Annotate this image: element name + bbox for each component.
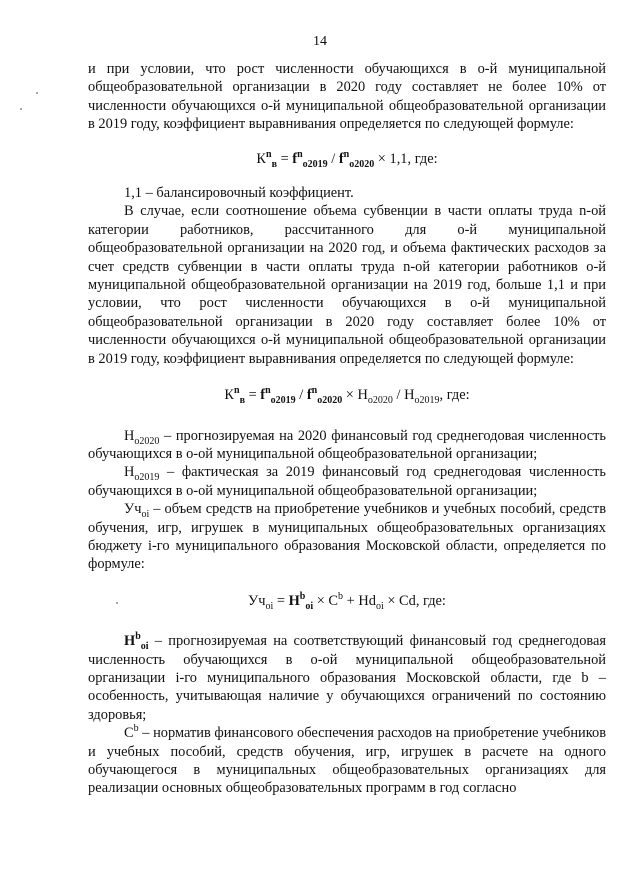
formula-coefficient-2: $К^n_в = f^n_{o2019} / f^n_{o2020} \times Н_{o2020} / Н_{o2019}$, где: [224,385,470,406]
paragraph-condition-2: В случае, если соотношение объема субвенции в части оплаты труда n-ой категории работников, рассчитанного для о-й муниципальной общеобразовательной организации на 2020 год, и объема фактических расходов за счет средств субвенции в части оплаты труда n-ой категории работников о-й муниципальной общеобразовательной организации на 2019 год, больше 1,1 и при условии, что рост численности обучающихся в о-й муниципальной общеобразовательной организации в 2020 году составляет более 10% от численности обучающихся о-й муниципальной общеобразовательной организации в 2019 году, коэффициент выравнивания определяется по следующей формуле: [88,203,606,367]
paragraph-definition-h2019: $Н_{o2019}$ – фактическая за 2019 финансовый год среднегодовая численность обучающихся в о-ой муниципальной общеобразовательной организации; [88,464,606,499]
paragraph-definition-hb: $Н^b_{oi}$ – прогнозируемая на соответствующий финансовый год среднегодовая численность обучающихся в о-ой муниципальной общеобразовательной организации i-го муниципального образования Московской области, где b – особенность, учитывающая наличие у обучающихся ограничений по состоянию здоровья; [88,631,606,723]
formula-coefficient-1: $К^n_в = f^n_{o2019} / f^n_{o2020} \times 1,1$, где: [256,148,438,170]
paragraph-definition-h2020: $Н_{o2020}$ – прогнозируемая на 2020 финансовый год среднегодовая численность обучающихся в о-ой муниципальной общеобразовательной организации; [88,427,606,462]
document-body [88,60,606,798]
paragraph-definition-cb: $С^b$ – норматив финансового обеспечения расходов на приобретение учебников и учебных пособий, средств обучения, игр, игрушек в расчете на одного обучающегося в муниципальных общеобразовательных организациях для реализации основных общеобразовательных программ в год согласно [88,723,606,797]
formula-textbooks: $Уч_{oi} = Н^b_{oi} \times С^b + Hd_{oi} \times Cd$, где: [248,590,446,612]
paragraph-definition-uch: $Уч_{oi}$ – объем средств на приобретение учебников и учебных пособий, средств обучения, игр, игрушек в муниципальных общеобразовательных организациях бюджету i-го муниципального образования Московской области, определяется по формуле: [88,501,606,573]
page-number: 14 [313,34,327,49]
scan-speck [20,108,22,110]
scan-speck [36,92,38,94]
paragraph-balancing-coefficient: 1,1 – балансировочный коэффициент. [124,185,354,202]
paragraph-condition-1: и при условии, что рост численности обучающихся в о-й муниципальной общеобразовательной организации в 2020 году составляет не более 10% от численности обучающихся о-й муниципальной общеобразовательной организации в 2019 году, коэффициент выравнивания определяется по следующей формуле: [88,61,606,133]
